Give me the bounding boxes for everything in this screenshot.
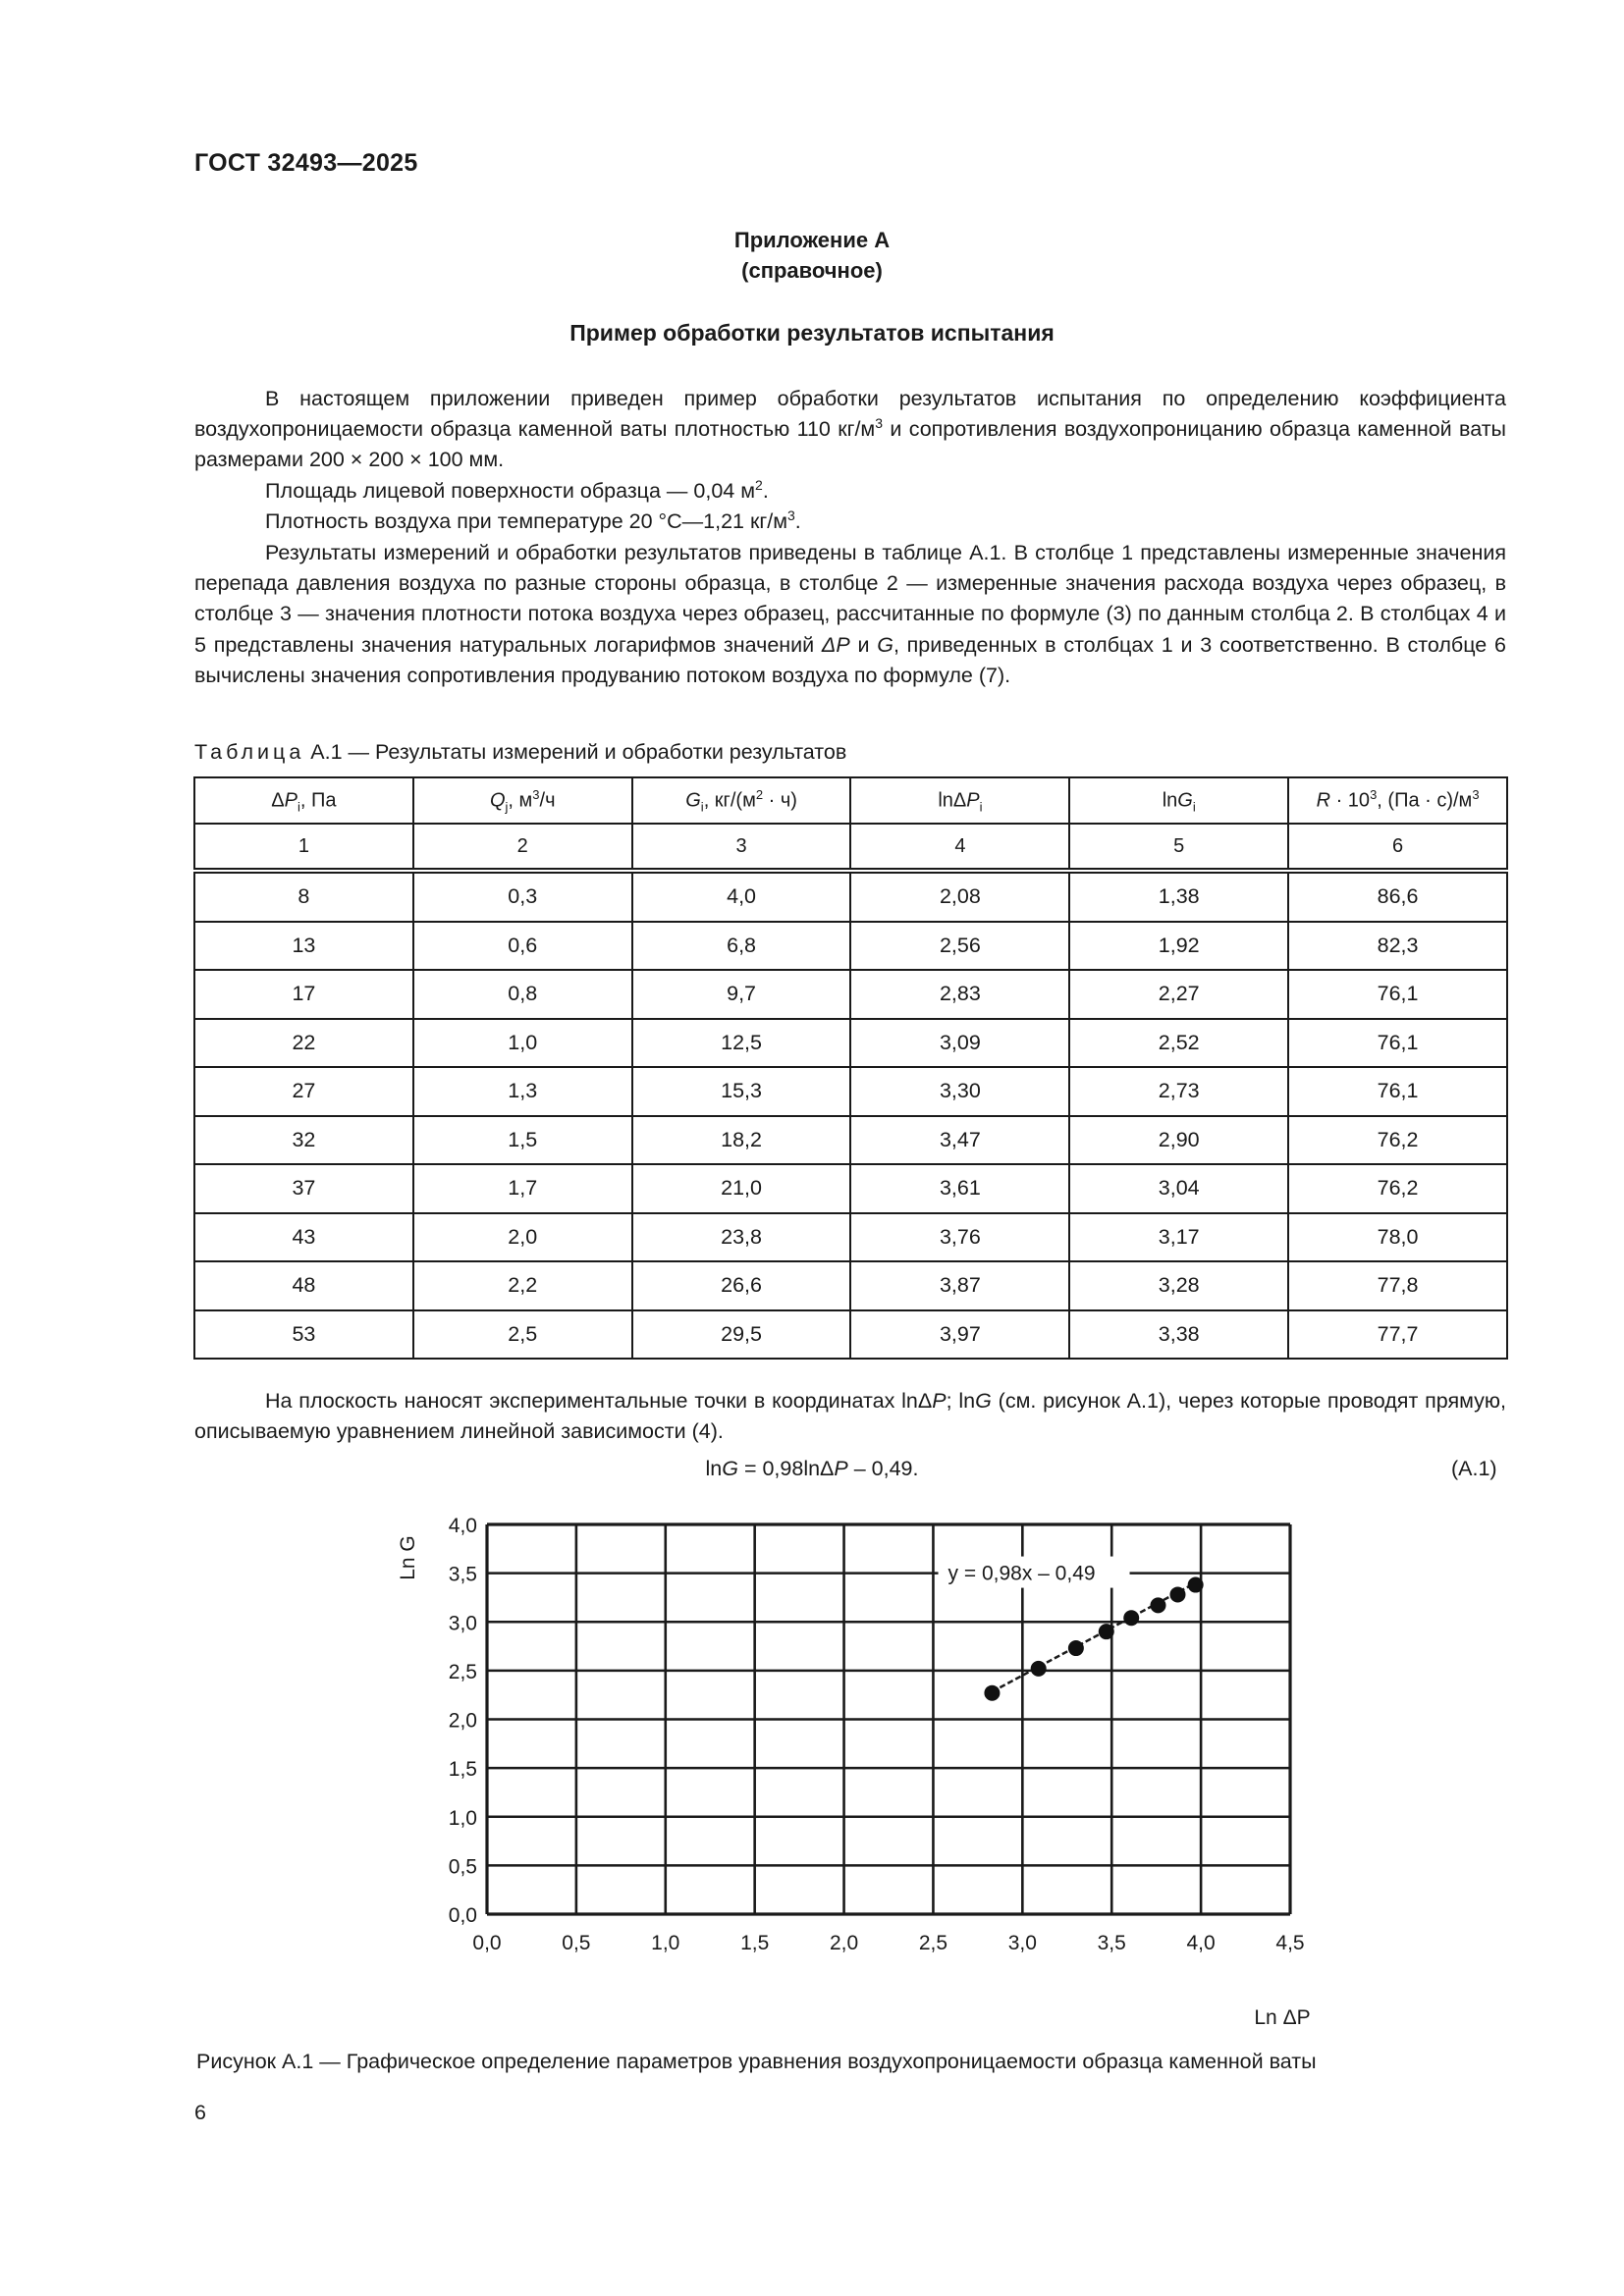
header-post2: /ч (539, 789, 556, 812)
table-cell: 0,6 (413, 922, 632, 971)
scatter-text-3: (см. рисунок А.1), через которые проводят прямую, описываемую уравнением линейной зависимости (4). (194, 1389, 1506, 1444)
page-number: 6 (194, 2101, 206, 2124)
eq-p: P (834, 1457, 848, 1480)
header-var: G (685, 789, 701, 812)
column-numbers-row (194, 824, 1507, 871)
header-var: P (966, 789, 980, 812)
column-header-6 (1288, 777, 1507, 824)
header-sub: i (700, 799, 704, 815)
table-row (194, 871, 1507, 922)
table-cell: 3,28 (1069, 1261, 1288, 1310)
header-post: , кг/(м (703, 789, 756, 812)
y-tick-label: 3,0 (448, 1612, 477, 1635)
table-cell: 76,1 (1288, 1067, 1507, 1116)
y-tick-label: 1,0 (448, 1806, 477, 1830)
table-cell: 1,3 (413, 1067, 632, 1116)
table-cell: 32 (194, 1116, 413, 1165)
table-cell: 3,97 (850, 1310, 1069, 1360)
annex-kind: (справочное) (741, 258, 883, 283)
header-pre: Δ (271, 789, 285, 812)
equation-a1 (0, 1457, 1624, 1481)
table-cell: 29,5 (632, 1310, 851, 1360)
table-cell: 2,73 (1069, 1067, 1288, 1116)
density-paragraph: Плотность воздуха при температуре 20 °С—1,21 $кг/м^3$. (265, 507, 801, 533)
results-paragraph (194, 538, 1506, 691)
x-axis-label: Ln ΔP (1254, 2006, 1311, 2029)
g-symbol: G (877, 632, 893, 657)
y-tick-label: 2,0 (448, 1709, 477, 1733)
table-cell: 78,0 (1288, 1213, 1507, 1262)
table-row (194, 1261, 1507, 1310)
table-cell: 2,0 (413, 1213, 632, 1262)
table-cell: 2,2 (413, 1261, 632, 1310)
table-cell: 76,1 (1288, 970, 1507, 1019)
table-cell: 3,87 (850, 1261, 1069, 1310)
p-symbol: P (932, 1389, 947, 1413)
column-number: 1 (194, 824, 413, 871)
table-cell: 82,3 (1288, 922, 1507, 971)
column-header-2 (413, 777, 632, 824)
grid (487, 1524, 1290, 1914)
table-row (194, 1164, 1507, 1213)
figure-caption: Рисунок А.1 — Графическое определение параметров уравнения воздухопроницаемости образца каменной ваты (196, 2050, 1317, 2073)
table-cell: 9,7 (632, 970, 851, 1019)
x-tick-label: 1,5 (740, 1932, 770, 1954)
x-tick-label: 3,5 (1097, 1932, 1126, 1954)
x-tick-label: 0,5 (562, 1932, 591, 1954)
table-cell: 15,3 (632, 1067, 851, 1116)
table-cell: 2,5 (413, 1310, 632, 1360)
table-row (194, 1116, 1507, 1165)
table-cell: 86,6 (1288, 871, 1507, 922)
eq-g: G (722, 1457, 738, 1480)
area-text: Площадь лицевой поверхности образца — 0,04 м (265, 478, 756, 503)
data-point (1123, 1610, 1139, 1626)
table-cell: 3,04 (1069, 1164, 1288, 1213)
table-cell: 53 (194, 1310, 413, 1360)
table-caption (194, 740, 846, 765)
table-cell: 37 (194, 1164, 413, 1213)
table-row (194, 1213, 1507, 1262)
table-cell: 2,56 (850, 922, 1069, 971)
density-text: Плотность воздуха при температуре 20 °С—1,21 кг/м (265, 508, 787, 533)
intro-section (194, 384, 1506, 537)
header-sup2: 3 (1472, 786, 1480, 802)
scatter-text-1: На плоскость наносят экспериментальные точки в координатах lnΔ (265, 1389, 933, 1413)
g-symbol: G (975, 1389, 992, 1413)
table-cell: 3,61 (850, 1164, 1069, 1213)
results-text-2: и (849, 632, 878, 657)
column-header-5 (1069, 777, 1288, 824)
data-point (1099, 1624, 1114, 1639)
header-sup: 2 (755, 786, 764, 802)
table-caption-prefix: Таблица (194, 740, 305, 764)
column-number: 4 (850, 824, 1069, 871)
table-row (194, 1310, 1507, 1360)
x-tick-label: 4,5 (1275, 1932, 1305, 1954)
eq-ln: ln (705, 1457, 723, 1480)
intro-paragraph (194, 384, 1506, 476)
table-cell: 18,2 (632, 1116, 851, 1165)
table-cell: 17 (194, 970, 413, 1019)
table-cell: 43 (194, 1213, 413, 1262)
table-cell: 1,92 (1069, 922, 1288, 971)
table-cell: 2,90 (1069, 1116, 1288, 1165)
area-paragraph: Площадь лицевой поверхности образца — 0,04 $м^2$. (265, 476, 769, 503)
data-point (1188, 1577, 1204, 1593)
header-pre: ln (1162, 789, 1178, 812)
table-cell: 76,2 (1288, 1116, 1507, 1165)
data-point (1169, 1586, 1185, 1602)
table-cell: 3,30 (850, 1067, 1069, 1116)
header-var: P (284, 789, 298, 812)
results-table (193, 776, 1508, 1360)
header-sub: i (979, 799, 983, 815)
header-var: G (1177, 789, 1193, 812)
table-cell: 21,0 (632, 1164, 851, 1213)
x-tick-label: 2,0 (829, 1932, 859, 1954)
delta-p-symbol: ΔP (821, 632, 850, 657)
column-number: 5 (1069, 824, 1288, 871)
table-cell: 27 (194, 1067, 413, 1116)
annex-title: Приложение А (733, 228, 891, 252)
table-header-row (194, 777, 1507, 824)
trendline-label: y = 0,98x – 0,49 (947, 1562, 1096, 1585)
column-number: 3 (632, 824, 851, 871)
header-post: , Па (299, 789, 337, 812)
x-tick-label: 2,5 (918, 1932, 948, 1954)
x-tick-label: 1,0 (651, 1932, 680, 1954)
intro-text-1: В настоящем приложении приведен пример обработки результатов испытания по определению коэффициента воздухопроницаемости образца каменной ваты плотностью 110 кг/м (194, 387, 1506, 442)
column-number: 6 (1288, 824, 1507, 871)
table-cell: 2,08 (850, 871, 1069, 922)
header-post2: , (Па · с)/м (1377, 789, 1473, 812)
y-tick-label: 3,5 (448, 1563, 477, 1586)
data-point (1068, 1640, 1084, 1656)
table-cell: 1,38 (1069, 871, 1288, 922)
x-tick-label: 0,0 (472, 1932, 502, 1954)
header-post: , м (508, 789, 533, 812)
table-cell: 3,38 (1069, 1310, 1288, 1360)
y-tick-label: 4,0 (448, 1515, 477, 1537)
table-cell: 22 (194, 1019, 413, 1068)
superscript: 2 (755, 476, 763, 493)
eq-mid: = 0,98lnΔ (737, 1457, 835, 1480)
figure-a1-chart (373, 1502, 1355, 2029)
y-tick-label: 1,5 (448, 1758, 477, 1782)
x-tick-label: 3,0 (1007, 1932, 1037, 1954)
table-cell: 1,0 (413, 1019, 632, 1068)
equation-number: (А.1) (1451, 1457, 1497, 1480)
header-sub: i (298, 799, 300, 815)
table-cell: 77,8 (1288, 1261, 1507, 1310)
table-cell: 13 (194, 922, 413, 971)
intro-text-2: и сопротивления воздухопроницанию образца каменной ваты размерами 200 × 200 × 100 мм. (194, 417, 1506, 472)
header-var: R (1316, 789, 1331, 812)
table-caption-text: А.1 — Результаты измерений и обработки результатов (304, 740, 847, 764)
table-cell: 2,83 (850, 970, 1069, 1019)
header-post2: · ч) (763, 789, 797, 812)
column-header-4 (850, 777, 1069, 824)
table-row (194, 922, 1507, 971)
table-body (194, 871, 1507, 1359)
eq-rest: – 0,49. (847, 1457, 919, 1480)
data-point (984, 1685, 1000, 1701)
document-code: ГОСТ 32493—2025 (194, 149, 418, 177)
column-header-1 (194, 777, 413, 824)
data-point (1031, 1661, 1047, 1677)
scatter-text-2: ; ln (946, 1389, 976, 1413)
table-cell: 2,27 (1069, 970, 1288, 1019)
results-text-3: , приведенных в столбцах 1 и 3 соответственно. В столбце 6 вычислены значения сопротивления продуванию потоком воздуха по формуле (7). (194, 632, 1506, 687)
table-cell: 26,6 (632, 1261, 851, 1310)
table-cell: 4,0 (632, 871, 851, 922)
table-cell: 0,3 (413, 871, 632, 922)
table-cell: 77,7 (1288, 1310, 1507, 1360)
x-tick-label: 4,0 (1186, 1932, 1216, 1954)
data-point (1150, 1597, 1165, 1613)
column-header-3 (632, 777, 851, 824)
table-cell: 2,52 (1069, 1019, 1288, 1068)
table-cell: 3,09 (850, 1019, 1069, 1068)
section-title: Пример обработки результатов испытания (569, 320, 1055, 346)
table-cell: 8 (194, 871, 413, 922)
header-sup: 3 (1370, 786, 1378, 802)
table-cell: 6,8 (632, 922, 851, 971)
table-cell: 23,8 (632, 1213, 851, 1262)
y-tick-label: 2,5 (448, 1660, 477, 1683)
table-cell: 0,8 (413, 970, 632, 1019)
y-tick-label: 0,0 (448, 1904, 477, 1927)
table-cell: 3,76 (850, 1213, 1069, 1262)
table-cell: 3,47 (850, 1116, 1069, 1165)
header-post: · 10 (1330, 789, 1371, 812)
table-cell: 76,2 (1288, 1164, 1507, 1213)
superscript: 3 (786, 507, 795, 523)
table-row (194, 1067, 1507, 1116)
y-axis-label: Ln G (397, 1535, 419, 1580)
table-cell: 1,5 (413, 1116, 632, 1165)
y-tick-label: 0,5 (448, 1855, 477, 1879)
header-sup: 3 (532, 786, 540, 802)
table-row (194, 970, 1507, 1019)
header-var: Q (489, 789, 506, 812)
results-text-1: Результаты измерений и обработки результатов приведены в таблице А.1. В столбце 1 представлены измеренные значения перепада давления воздуха по разные стороны образца, в столбце 2 — измеренные значения расхода воздуха через образец, в столбце 3 — значения плотности потока воздуха через образец, рассчитанные по формуле (3) по данным столбца 2. В столбцах 4 и 5 представлены значения натуральных логарифмов значений (194, 541, 1506, 657)
table-cell: 3,17 (1069, 1213, 1288, 1262)
points-layer (984, 1577, 1203, 1701)
table-cell: 76,1 (1288, 1019, 1507, 1068)
scatter-paragraph (194, 1386, 1506, 1447)
table-cell: 1,7 (413, 1164, 632, 1213)
superscript: 3 (875, 415, 884, 432)
header-sub: j (505, 799, 509, 815)
table-cell: 48 (194, 1261, 413, 1310)
table-cell: 12,5 (632, 1019, 851, 1068)
table-row (194, 1019, 1507, 1068)
column-number: 2 (413, 824, 632, 871)
header-pre: lnΔ (938, 789, 967, 812)
header-sub: i (1192, 799, 1196, 815)
